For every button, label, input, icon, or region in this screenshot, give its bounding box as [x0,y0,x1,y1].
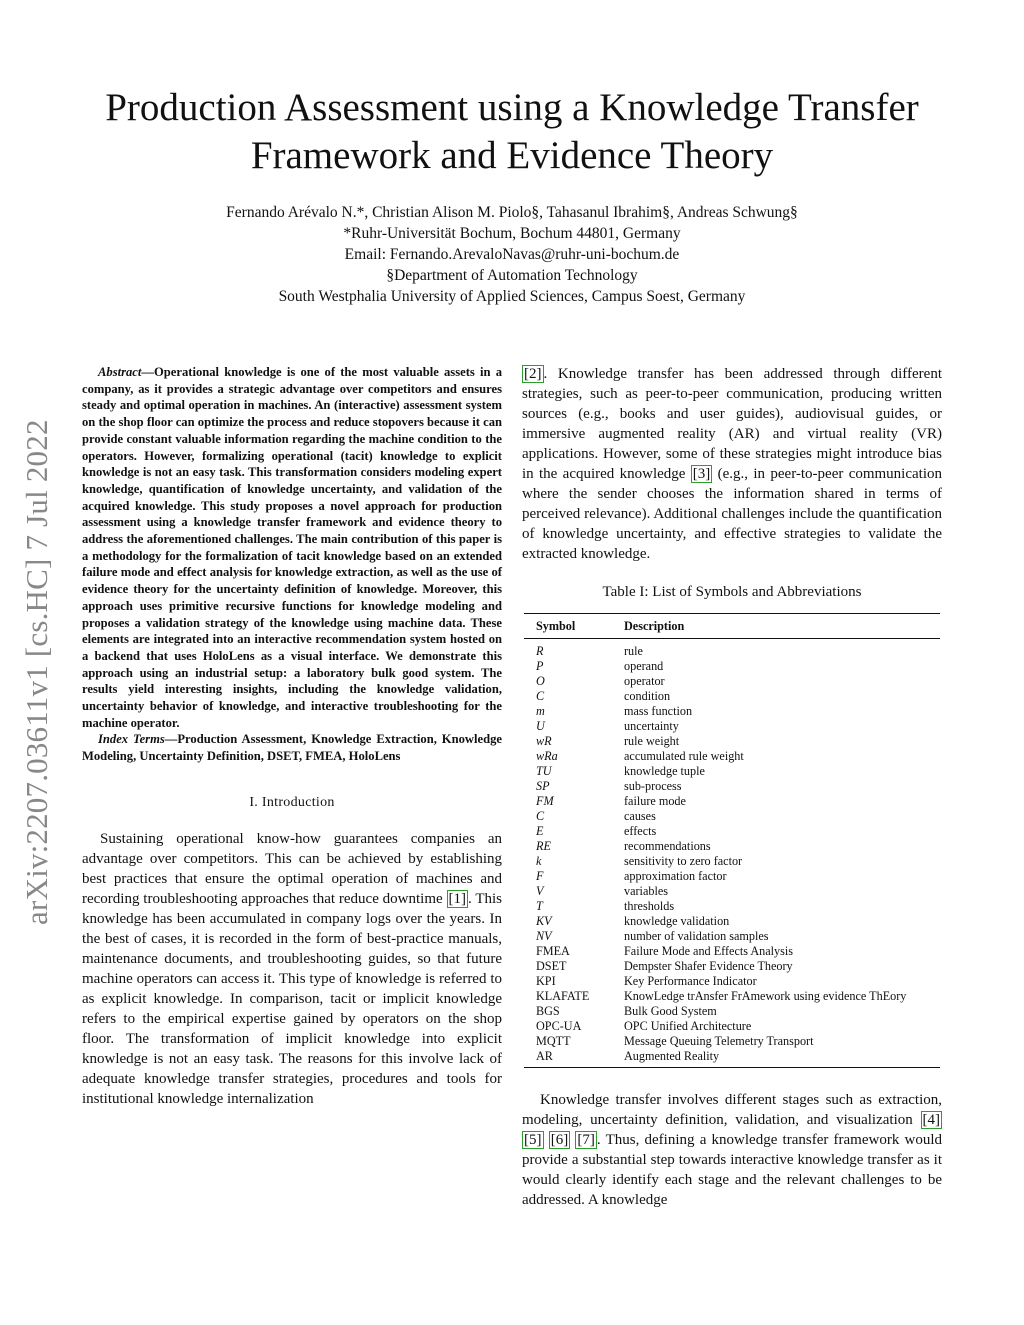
symbol-cell: KLAFATE [536,989,590,1003]
symbol-cell: DSET [536,959,567,973]
table-row [524,869,940,884]
table-row [524,914,940,929]
description-cell: KnowLedge trAnsfer FrAmework using evidence ThEory [624,989,907,1003]
description-cell: thresholds [624,899,675,913]
symbol-cell: wRa [536,749,558,763]
citation-link[interactable]: [2] [524,366,542,382]
description-cell: Message Queuing Telemetry Transport [624,1034,814,1048]
symbol-cell: MQTT [536,1034,571,1048]
symbol-cell: NV [536,929,552,943]
description-cell: Dempster Shafer Evidence Theory [624,959,793,973]
table-row [524,929,940,944]
citation-link[interactable]: [5] [524,1132,542,1148]
table-row [524,734,940,749]
description-cell: accumulated rule weight [624,749,744,763]
table-row [524,639,940,660]
description-cell: Failure Mode and Effects Analysis [624,944,794,958]
citation-link[interactable]: [3] [692,466,711,482]
author-block [60,202,964,307]
left-column [82,364,502,1109]
symbol-cell: T [536,899,543,913]
email-line: Email: Fernando.ArevaloNavas@ruhr-uni-bochum.de [344,246,680,263]
description-cell: sub-process [624,779,682,793]
table-row [524,884,940,899]
symbol-cell: O [536,674,545,688]
symbol-cell: RE [536,839,551,853]
table-row [524,974,940,989]
abstract: Abstract—Operational knowledge is one of the most valuable assets in a company, as it provides a strategic advantage over competitors and ensures steady and optimal operation in machines. An (interactive) assessment system on the shop floor can optimize the process and reduce stopovers because it can provide constant valuable information regarding the machine condition to the operators. However, formalizing operational (tacit) knowledge to explicit knowledge is not an easy task. This transformation considers modeling expert knowledge, quantification of knowledge uncertainty, and validation of the acquired knowledge. This study proposes a novel approach for production assessment using a knowledge transfer framework and evidence theory to address the aforementioned challenges. The main contribution of this paper is a methodology for the formalization of tacit knowledge based on an extended failure mode and effect analysis for knowledge extraction, as well as the use of evidence theory for the uncertainty definition of knowledge. Moreover, this approach uses primitive recursive functions for knowledge modeling and proposes a validation strategy of the knowledge using machine data. These elements are integrated into an interactive recommendation system hosted on a backend that uses HoloLens as a visual interface. We demonstrate this approach using an industrial setup: a laboratory bulk good system. The results yield interesting insights, including the knowledge validation, uncertainty behavior of knowledge, and interactive troubleshooting for the machine operator. [82,365,502,730]
table-row [524,794,940,809]
symbol-cell: SP [536,779,550,793]
table-header-symbol: Symbol [524,614,624,639]
description-cell: condition [624,689,671,703]
table-row [524,764,940,779]
description-cell: Bulk Good System [624,1004,717,1018]
index-terms: Index Terms—Production Assessment, Knowledge Extraction, Knowledge Modeling, Uncertainty Definition, DSET, FMEA, HoloLens [82,732,502,764]
description-cell: rule weight [624,734,680,748]
symbol-cell: BGS [536,1004,560,1018]
affiliation-2: §Department of Automation Technology [386,267,638,284]
section-heading-introduction: I. Introduction [249,794,335,810]
symbol-cell: KV [536,914,552,928]
right-column [522,364,942,1210]
symbol-cell: wR [536,734,552,748]
description-cell: recommendations [624,839,711,853]
symbol-cell: E [536,824,544,838]
symbol-cell: U [536,719,545,733]
intro-paragraph: Sustaining operational know-how guarantees companies an advantage over competitors. This can be achieved by establishing best practices that ensure the optimal operation of machines and recording troubleshooting approaches that reduce downtime [1] . This knowledge has been accumulated in company logs over the years. In the best of cases, it is recorded in the form of best-practice manuals, maintenance documents, and troubleshooting guides, so that future machine operators can access it. This type of knowledge is referred to as explicit knowledge. In comparison, tacit or implicit knowledge refers to the empirical expertise gained by operators on the shop floor. The transformation of implicit knowledge into explicit knowledge is not an easy task. The reasons for this involve lack of adequate knowledge transfer strategies, procedures and tools for institutional knowledge internalization [82,830,502,1107]
table-row [524,719,940,734]
description-cell: mass function [624,704,693,718]
symbol-cell: k [536,854,542,868]
description-cell: Key Performance Indicator [624,974,757,988]
table-row [524,1034,940,1049]
table-row [524,689,940,704]
description-cell: causes [624,809,656,823]
knowledge-transfer-paragraph: Knowledge transfer involves different stages such as extraction, modeling, uncertainty definition, validation, and visualization [4] [5] [6] [7] . Thus, defining a knowledge transfer framework would provide a substantial step towards interactive knowledge transfer as it would clearly identify each stage and the relevant challenges to be addressed. A knowledge [522,1092,943,1208]
description-cell: effects [624,824,657,838]
symbol-cell: P [536,659,544,673]
table-row [524,944,940,959]
description-cell: approximation factor [624,869,727,883]
symbol-cell: R [536,644,544,658]
affiliation-3: South Westphalia University of Applied Sciences, Campus Soest, Germany [278,288,746,305]
description-cell: uncertainty [624,719,679,733]
table-row [524,839,940,854]
table-row [524,1019,940,1034]
description-cell: failure mode [624,794,686,808]
paper-title: Production Assessment using a Knowledge Transfer Framework and Evidence Theory [105,86,919,177]
description-cell: Augmented Reality [624,1049,720,1063]
symbol-cell: AR [536,1049,553,1063]
table-row [524,959,940,974]
description-cell: number of validation samples [624,929,769,943]
arxiv-identifier: arXiv:2207.03611v1 [cs.HC] 7 Jul 2022 [19,419,54,925]
table-row [524,824,940,839]
description-cell: operator [624,674,665,688]
description-cell: knowledge validation [624,914,730,928]
citation-link[interactable]: [1] [448,890,467,907]
continued-paragraph: [2] . Knowledge transfer has been addressed through different strategies, such as peer-to-peer communication, producing written sources (e.g., books and user guides), audiovisual guides, or immersive augmented reality (AR) and virtual reality (VR) applications. However, some of these strategies might introduce bias in the acquired knowledge [3] (e.g., in peer-to-peer communication where the sender chooses the information shared in terms of perceived relevance). Additional challenges include the quantification of knowledge uncertainty, and effective strategies to validate the extracted knowledge. [522,366,942,562]
table-row [524,854,940,869]
table-caption: Table I: List of Symbols and Abbreviations [602,584,862,600]
table-body [524,639,940,1068]
table-row [524,989,940,1004]
description-cell: variables [624,884,668,898]
table-row [524,1049,940,1068]
description-cell: sensitivity to zero factor [624,854,743,868]
description-cell: operand [624,659,664,673]
table-row [524,779,940,794]
symbol-cell: m [536,704,545,718]
symbol-cell: FM [536,794,554,808]
description-cell: knowledge tuple [624,764,705,778]
affiliation-1: *Ruhr-Universität Bochum, Bochum 44801, Germany [343,225,681,242]
symbol-cell: F [536,869,544,883]
table-row [524,809,940,824]
table-header-description: Description [624,614,940,639]
symbol-cell: TU [536,764,552,778]
symbol-cell: OPC-UA [536,1019,582,1033]
symbol-cell: KPI [536,974,556,988]
table-row [524,704,940,719]
symbol-cell: FMEA [536,944,570,958]
table-row [524,749,940,764]
symbol-cell: C [536,809,545,823]
table-row [524,659,940,674]
table-row [524,1004,940,1019]
citation-link[interactable]: [6] [550,1132,569,1148]
author-list: Fernando Arévalo N.*, Christian Alison M. Piolo§, Tahasanul Ibrahim§, Andreas Schwung§ [226,204,798,221]
symbols-table [524,613,940,1068]
description-cell: rule [624,644,643,658]
table-row [524,674,940,689]
table-row [524,899,940,914]
citation-link[interactable]: [4] [922,1112,940,1128]
symbol-cell: C [536,689,545,703]
citation-link[interactable]: [7] [577,1132,595,1148]
symbol-cell: V [536,884,544,898]
description-cell: OPC Unified Architecture [624,1019,752,1033]
